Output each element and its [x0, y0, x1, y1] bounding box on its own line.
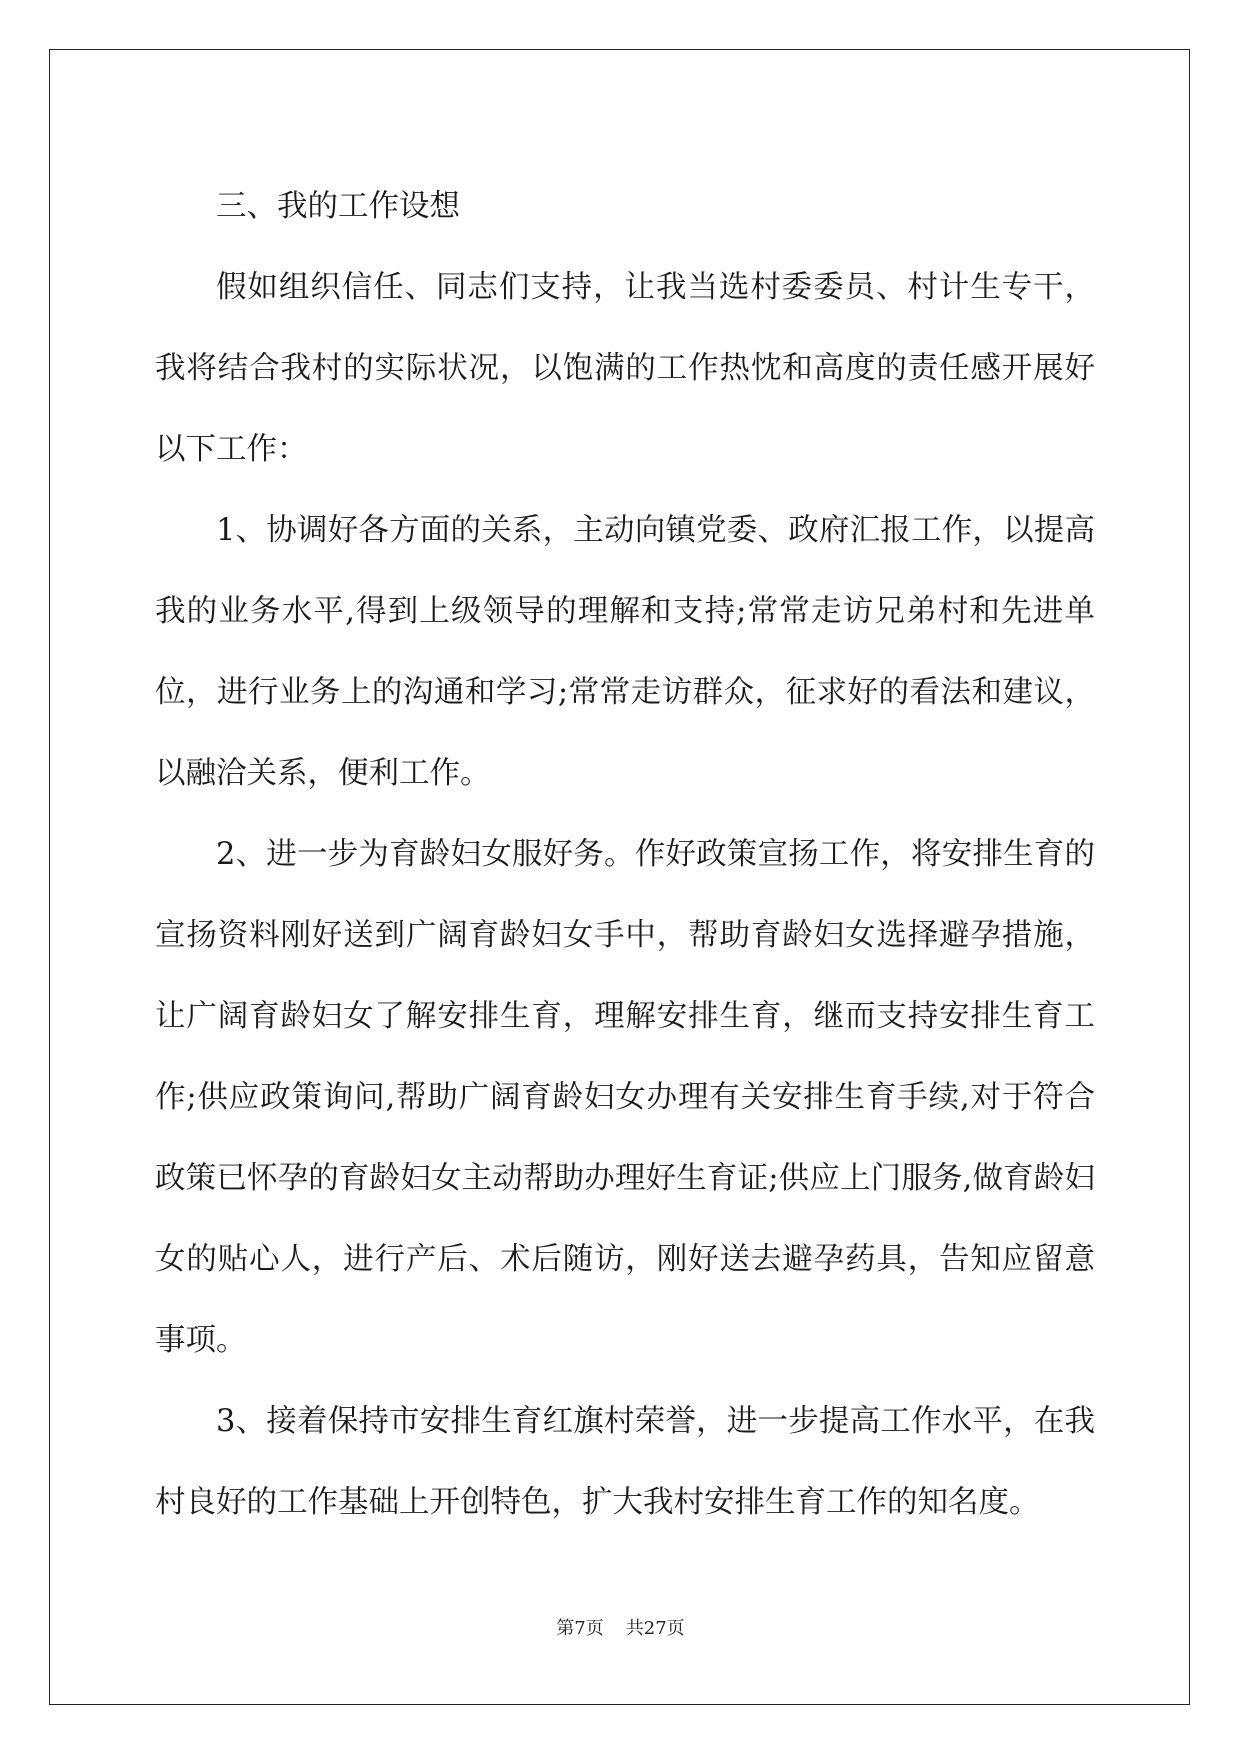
paragraph-item-1: 1、协调好各方面的关系，主动向镇党委、政府汇报工作，以提高我的业务水平,得到上级领导的理解和支持;常常走访兄弟村和先进单位，进行业务上的沟通和学习;常常走访群众，征求好的看法和建议，以融洽关系，便利工作。: [155, 513, 1095, 791]
paragraph-intro: 假如组织信任、同志们支持，让我当选村委委员、村计生专干，我将结合我村的实际状况，以饱满的工作热忱和高度的责任感开展好以下工作：: [155, 270, 1095, 467]
paragraph-item-2: 2、进一步为育龄妇女服好务。作好政策宣扬工作，将安排生育的宣扬资料刚好送到广阔育龄妇女手中，帮助育龄妇女选择避孕措施，让广阔育龄妇女了解安排生育，理解安排生育，继而支持安排生育工作;供应政策询问,帮助广阔育龄妇女办理有关安排生育手续,对于符合政策已怀孕的育龄妇女主动帮助办理好生育证;供应上门服务,做育龄妇女的贴心人，进行产后、术后随访，刚好送去避孕药具，告知应留意事项。: [155, 837, 1095, 1358]
page-number-total: 共27页: [625, 1618, 685, 1639]
paragraph-item-3: 3、接着保持市安排生育红旗村荣誉，进一步提高工作水平，在我村良好的工作基础上开创特色，扩大我村安排生育工作的知名度。: [155, 1404, 1095, 1520]
page-footer: [0, 1614, 1241, 1640]
section-heading: 三、我的工作设想: [216, 189, 460, 224]
document-body: [155, 166, 1095, 1543]
page-number-current: 第7页: [556, 1618, 604, 1639]
